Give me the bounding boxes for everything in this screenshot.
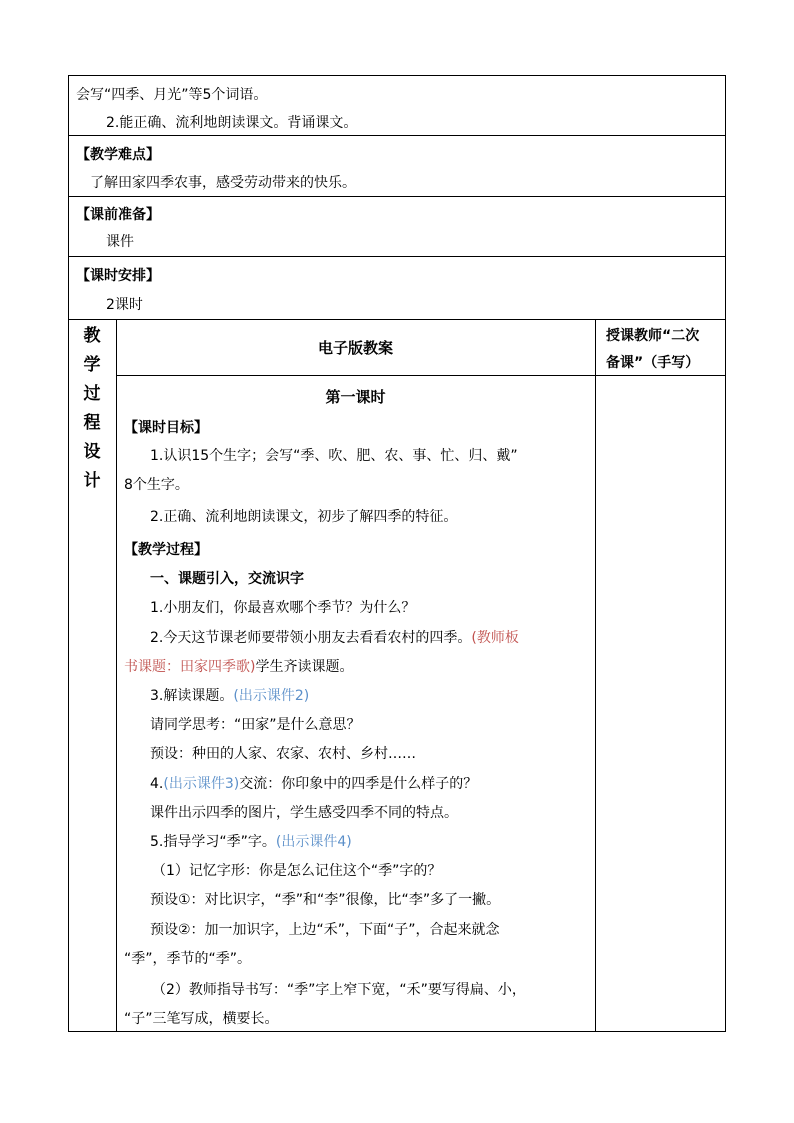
goal-1-line1: 1.认识15个生字；会写“季、吹、肥、农、事、忙、归、戴” [150,448,518,464]
lesson-plan-table [68,75,726,1032]
step-4-text: 交流：你印象中的四季是什么样子的？ [239,776,478,792]
step-2-read: 学生齐读课题。 [255,659,354,675]
difficulty-heading: 【教学难点】 [76,147,160,163]
goal-1-line2: 8个生字。 [124,477,189,493]
prep-text: 课件 [106,234,134,250]
handwritten-column-divider [595,319,596,1032]
process-label-char: 学 [83,355,101,375]
board-note-end: 书课题：田家四季歌) [124,659,256,675]
table-divider [68,256,726,257]
step-5-answer-1: 预设①：对比识字，“季”和“李”很像，比“李”多了一撇。 [150,892,501,908]
lesson-title: 第一课时 [325,388,386,406]
difficulty-text: 了解田家四季农事，感受劳动带来的快乐。 [90,175,356,191]
table-divider [68,319,726,320]
step-2-line2 [124,657,353,677]
process-label-char: 教 [83,326,101,346]
process-label-char: 计 [83,471,101,491]
process-heading: 【教学过程】 [124,542,208,558]
writing-goal-line: 会写“四季、月光”等5个词语。 [76,87,268,103]
step-5-sub-2-line1: （2）教师指导书写：“季”字上窄下宽，“禾”要写得扁、小， [152,982,526,998]
handwritten-header-line1: 授课教师“二次 [606,328,700,344]
table-divider [68,196,726,197]
process-label-divider [116,319,117,1032]
handwritten-header-line2: 备课”（手写） [606,355,700,371]
schedule-text: 2课时 [106,297,143,313]
table-border-right [725,75,726,1032]
step-4-number: 4. [150,776,164,792]
step-3 [150,686,309,706]
table-divider [68,135,726,136]
step-2-text: 2.今天这节课老师要带领小朋友去看看农村的四季。 [150,630,472,646]
step-3-question: 请同学思考：“田家”是什么意思？ [150,717,361,733]
electronic-plan-header: 电子版教案 [317,339,393,357]
step-3-answer: 预设：种田的人家、农家、农村、乡村…… [150,746,416,762]
step-3-text: 3.解读课题。 [150,688,234,704]
step-5-sub-2-line2: “子”三笔写成，横要长。 [124,1011,279,1027]
board-note-start: (教师板 [471,630,519,646]
process-label-char: 设 [83,442,101,462]
step-2-line1 [150,628,519,648]
table-border-top [68,75,726,76]
step-4 [150,774,477,794]
process-label-char: 程 [83,413,101,433]
slide-4-note: (出示课件4) [275,834,352,850]
reading-goal-line: 2.能正确、流利地朗读课文。背诵课文。 [106,115,358,131]
section-1-title: 一、课题引入，交流识字 [150,571,304,587]
goal-2: 2.正确、流利地朗读课文，初步了解四季的特征。 [150,509,458,525]
slide-2-note: (出示课件2) [233,688,310,704]
step-5-text: 5.指导学习“季”字。 [150,834,276,850]
step-5-sub-1: （1）记忆字形：你是怎么记住这个“季”字的？ [152,863,442,879]
step-5-answer-2-line1: 预设②：加一加识字，上边“禾”，下面“子”，合起来就念 [150,922,500,938]
schedule-heading: 【课时安排】 [76,268,160,284]
step-5 [150,832,352,852]
table-border-bottom [68,1031,726,1032]
process-label-char: 过 [83,384,101,404]
step-1: 1.小朋友们，你最喜欢哪个季节？为什么？ [150,600,416,616]
table-divider [116,375,726,376]
step-5-answer-2-line2: “季”，季节的“季”。 [124,951,252,967]
step-4-detail: 课件出示四季的图片，学生感受四季不同的特点。 [150,805,458,821]
prep-heading: 【课前准备】 [76,207,160,223]
goal-heading: 【课时目标】 [124,420,208,436]
slide-3-note: (出示课件3) [163,776,240,792]
table-border-left [68,75,69,1032]
